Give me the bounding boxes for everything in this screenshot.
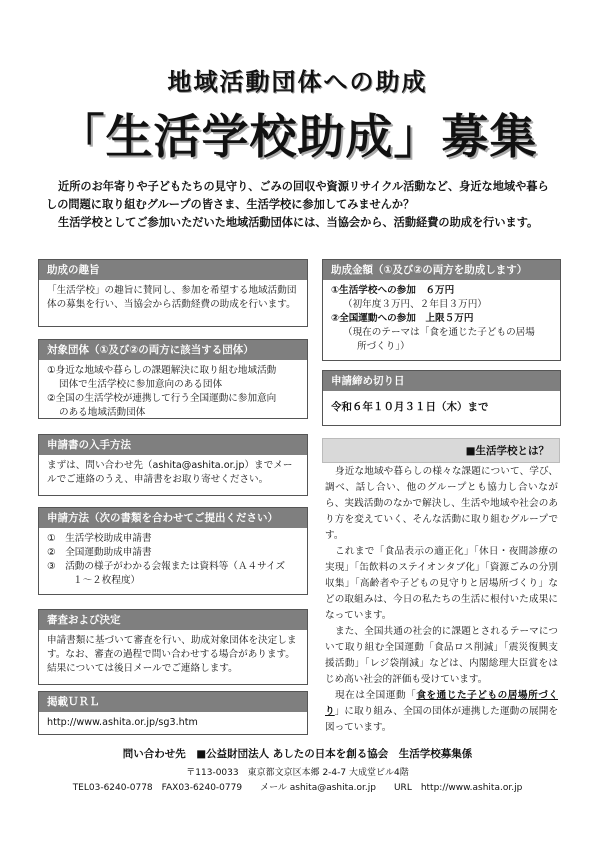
apply-item-2: ② 全国運動助成申請書 — [47, 547, 152, 558]
apply-item-3-cont: １～２枚程度） — [73, 575, 141, 586]
deadline-date: 令和６年１０月３１日（木）まで — [331, 401, 489, 413]
intro-paragraph-1: 近所のお年寄りや子どもたちの見守り、ごみの回収や資源リサイクル活動など、身近な地域や暮らしの問題に取り組むグループの皆さま、生活学校に参加してみませんか？ — [46, 180, 549, 211]
deadline-section — [322, 370, 561, 426]
eligible-body — [39, 360, 307, 424]
purpose-text: 「生活学校」の趣旨に賛同し、参加を希望する地域活動団体の募集を行い、当協会から活動経費の助成を行います。 — [47, 285, 297, 310]
footer-tel-line: TEL03-6240-0778 FAX03-6240-0779 メール ashita@ashita.or.jp URL http://www.ashita.or.jp — [72, 783, 523, 793]
intro-paragraph-2: 生活学校としてご参加いただいた地域活動団体には、当協会から、活動経費の助成を行います。 — [58, 216, 539, 229]
how-to-get-heading: 申請書の入手方法 — [39, 435, 307, 455]
amount-item-1-note: （初年度３万円、２年目３万円） — [343, 299, 487, 310]
about-p4-emphasis: 食を通じた子どもの居場所づくり — [325, 690, 559, 717]
about-heading: ■生活学校とは？ — [322, 438, 560, 463]
footer-contact: 問い合わせ先 ■公益財団法人 あしたの日本を創る協会 生活学校募集係 — [122, 748, 473, 760]
review-heading: 審査および決定 — [39, 610, 307, 630]
intro — [46, 178, 556, 232]
about-paragraph-1: 身近な地域や暮らしの様々な課題について、学び、調べ、話し合い、他のグループとも協力し合いながら、実践活動のなかで解決し、生活や地域や社会のあり方を変えていく、そんな活動に取り組むグループです。 — [325, 466, 558, 541]
amount-body — [323, 280, 560, 358]
eligible-heading: 対象団体（①及び②の両方に該当する団体） — [39, 340, 307, 360]
url-heading: 掲載ＵＲＬ — [39, 692, 307, 712]
about-p4-post: 」に取り組み、全国の団体が連携した運動の展開を図っています。 — [325, 706, 559, 733]
amount-item-2-note: （現在のテーマは「食を通じた子どもの居場 — [343, 327, 535, 338]
deadline-heading: 申請締め切り日 — [323, 371, 560, 391]
review-section — [38, 609, 308, 685]
amount-item-2: ②全国運動への参加 上限５万円 — [331, 313, 474, 324]
amount-heading: 助成金額（①及び②の両方を助成します） — [323, 260, 560, 280]
footer-address: 〒113-0033 東京都文京区本郷 2-4-7 大成堂ビル4階 — [186, 768, 409, 778]
purpose-heading: 助成の趣旨 — [39, 260, 307, 280]
eligible-section — [38, 339, 308, 419]
eligible-item-1: ①身近な地域や暮らしの課題解決に取り組む地域活動 — [47, 365, 277, 376]
apply-item-3: ③ 活動の様子がわかる会報または資料等（Ａ４サイズ — [47, 561, 286, 572]
review-text: 申請書類に基づいて審査を行い、助成対象団体を決定します。なお、審査の過程で問い合わせする場合があります。結果については後日メールでご連絡します。 — [47, 635, 297, 674]
eligible-item-2: ②全国の生活学校が連携して行う全国運動に参加意向 — [47, 393, 277, 404]
eligible-item-1-cont: 団体で生活学校に参加意向のある団体 — [59, 379, 223, 390]
apply-body — [39, 528, 307, 592]
apply-item-1: ① 生活学校助成申請書 — [47, 533, 152, 544]
about-body — [325, 464, 558, 736]
eligible-item-2-cont: のある地域活動団体 — [59, 407, 146, 418]
about-paragraph-3: また、全国共通の社会的に課題とされるテーマについて取り組む全国運動「食品ロス削減」「震災復興支援活動」「レジ袋削減」などは、内閣総理大臣賞をはじめ高い社会的評価も受けています。 — [325, 626, 558, 685]
about-p4-pre: 現在は全国運動「 — [335, 690, 417, 701]
purpose-section — [38, 259, 308, 327]
url-link[interactable]: http://www.ashita.or.jp/sg3.htm — [47, 717, 198, 728]
subtitle: 地域活動団体への助成 — [167, 68, 428, 96]
amount-item-2-note-cont: 所づくり」） — [357, 341, 410, 352]
about-paragraph-2: これまで「食品表示の適正化」「休日・夜間診療の実現」「缶飲料のステイオンタブ化」「資源ごみの分別収集」「高齢者や子どもの見守りと居場所づくり」などの取組みは、今日の私たちの生活に根付いた成果になっています。 — [325, 546, 558, 621]
amount-section — [322, 259, 561, 361]
how-to-get-text: まずは、問い合わせ先（ashita@ashita.or.jp）までメールでご連絡のうえ、申請書をお取り寄せください。 — [47, 460, 293, 485]
page-title: 「生活学校助成」募集 — [57, 110, 538, 165]
how-to-get-section — [38, 434, 308, 496]
apply-heading: 申請方法（次の書類を合わせてご提出ください） — [39, 508, 307, 528]
apply-section — [38, 507, 308, 595]
amount-item-1: ①生活学校への参加 ６万円 — [331, 285, 455, 296]
about-paragraph-4 — [325, 688, 558, 736]
url-section — [38, 691, 308, 735]
